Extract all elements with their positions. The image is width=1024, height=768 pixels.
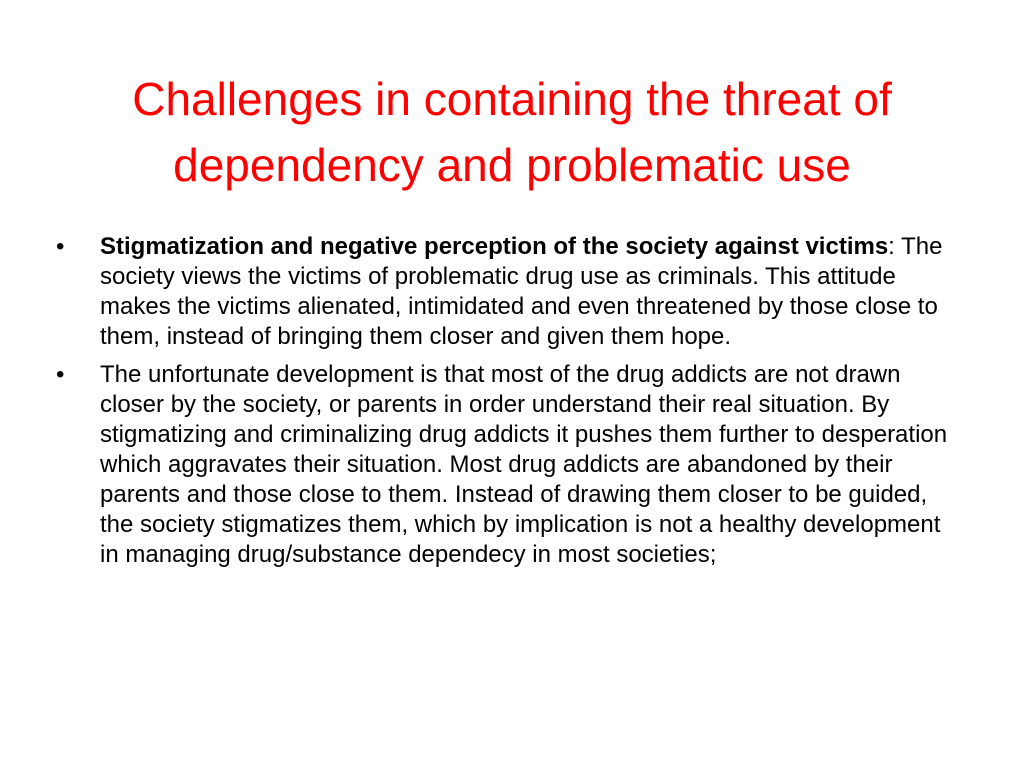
slide-title bbox=[60, 66, 964, 198]
bullet-dot-icon: • bbox=[56, 361, 65, 388]
bullet-heading: Stigmatization and negative perception of the society against victims bbox=[100, 233, 889, 260]
bullet-text: The unfortunate development is that most of the drug addicts are not drawn closer by the society, or parents in order understand their real situation. By stigmatizing and criminalizing drug addicts it pushes them further to desperation which aggravates their situation. Most drug addicts are abandoned by their parents and those close to them. Instead of drawing them closer to be guided, the society stigmatizes them, which by implication is not a healthy development in managing drug/substance dependecy in most societies; bbox=[100, 361, 948, 568]
bullet-dot-icon: • bbox=[56, 233, 65, 260]
slide-title-line-2: dependency and problematic use bbox=[173, 139, 851, 191]
bullet-item-development bbox=[56, 360, 956, 570]
bullet-list bbox=[56, 232, 956, 578]
bullet-text: : The society views the victims of problematic drug use as criminals. This attitude makes the victims alienated, intimidated and even threatened by those close to them, instead of bringing them closer and given them hope. bbox=[100, 233, 943, 350]
bullet-item-stigmatization bbox=[56, 232, 956, 352]
slide-title-line-1: Challenges in containing the threat of bbox=[132, 73, 892, 125]
